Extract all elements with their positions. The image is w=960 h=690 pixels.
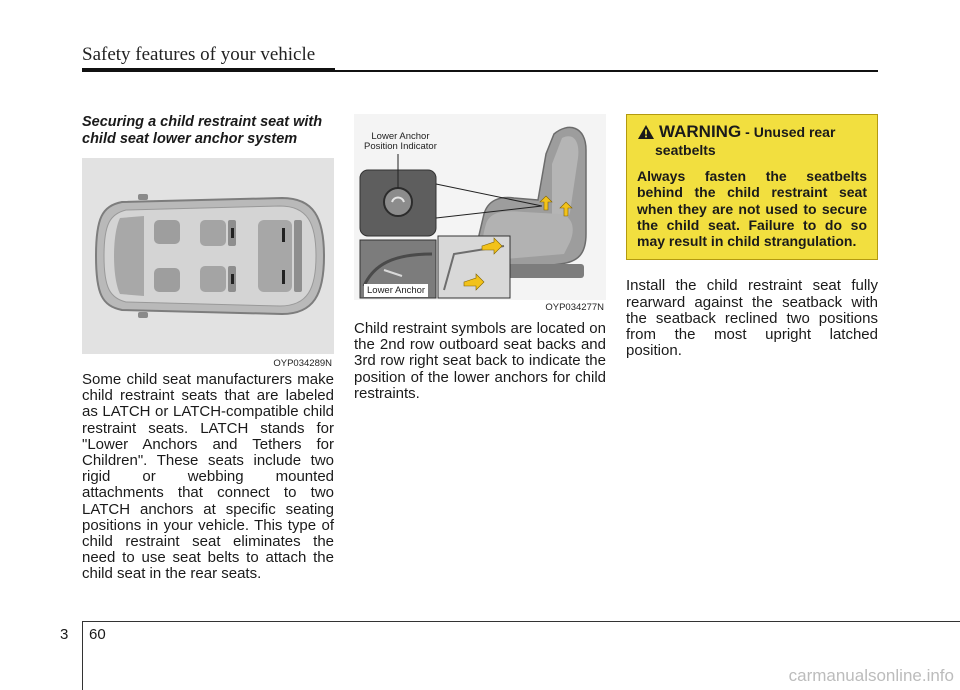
seat-anchor-figure [354, 114, 606, 313]
body-paragraph: Child restraint symbols are located on the 2nd row outboard seat backs and 3rd row right seat back to indicate the position of the lower anchors for child restraints. [354, 320, 606, 402]
header-rule-thick [82, 68, 335, 72]
callout-line-1: Lower Anchor [371, 131, 430, 142]
figure-code: OYP034277N [545, 302, 604, 313]
footer-rule [82, 621, 960, 622]
page-number: 60 [89, 626, 106, 643]
callout-lower-anchor: Lower Anchor [364, 284, 428, 297]
callout-anchor-indicator [364, 132, 437, 152]
body-paragraph: Some child seat manufacturers make child restraint seats that are labeled as LATCH or LATCH-compatible child restraint seats. LATCH stands for "Lower Anchors and Tethers for Children". These seats include two rigid or webbing mounted attachments that connect to two LATCH anchors at specific seating positions in your vehicle. This type of child restraint seat eliminates the need to use seat belts to attach the child seat in the rear seats. [82, 371, 334, 583]
warning-subtitle: - Unused rear seatbelts [655, 124, 836, 158]
body-paragraph: Install the child restraint seat fully rearward against the seatback with the seatback reclined two positions from the most upright latched position. [626, 277, 878, 360]
chapter-number: 3 [60, 626, 69, 643]
figure-code: OYP034289N [273, 358, 332, 369]
footer-divider [82, 622, 83, 690]
warning-box [626, 114, 878, 260]
callout-line-2: Position Indicator [364, 141, 437, 152]
watermark-text: carmanualsonline.info [788, 666, 954, 685]
vehicle-topview-figure [82, 158, 334, 369]
column-2 [354, 110, 606, 402]
warning-title: WARNING [659, 122, 742, 141]
header-rule-thin [335, 70, 878, 72]
page-header-title: Safety features of your vehicle [82, 44, 316, 65]
warning-triangle-icon [637, 124, 655, 140]
warning-header [637, 123, 867, 160]
column-3 [626, 110, 878, 360]
vehicle-topview-illustration [82, 158, 334, 354]
warning-body: Always fasten the seatbelts behind the child restraint seat when they are not used to secure the child seat. Failure to do so may result in child strangulation. [637, 168, 867, 250]
column-1 [82, 110, 334, 583]
section-heading: Securing a child restraint seat with child seat lower anchor system [82, 114, 323, 147]
